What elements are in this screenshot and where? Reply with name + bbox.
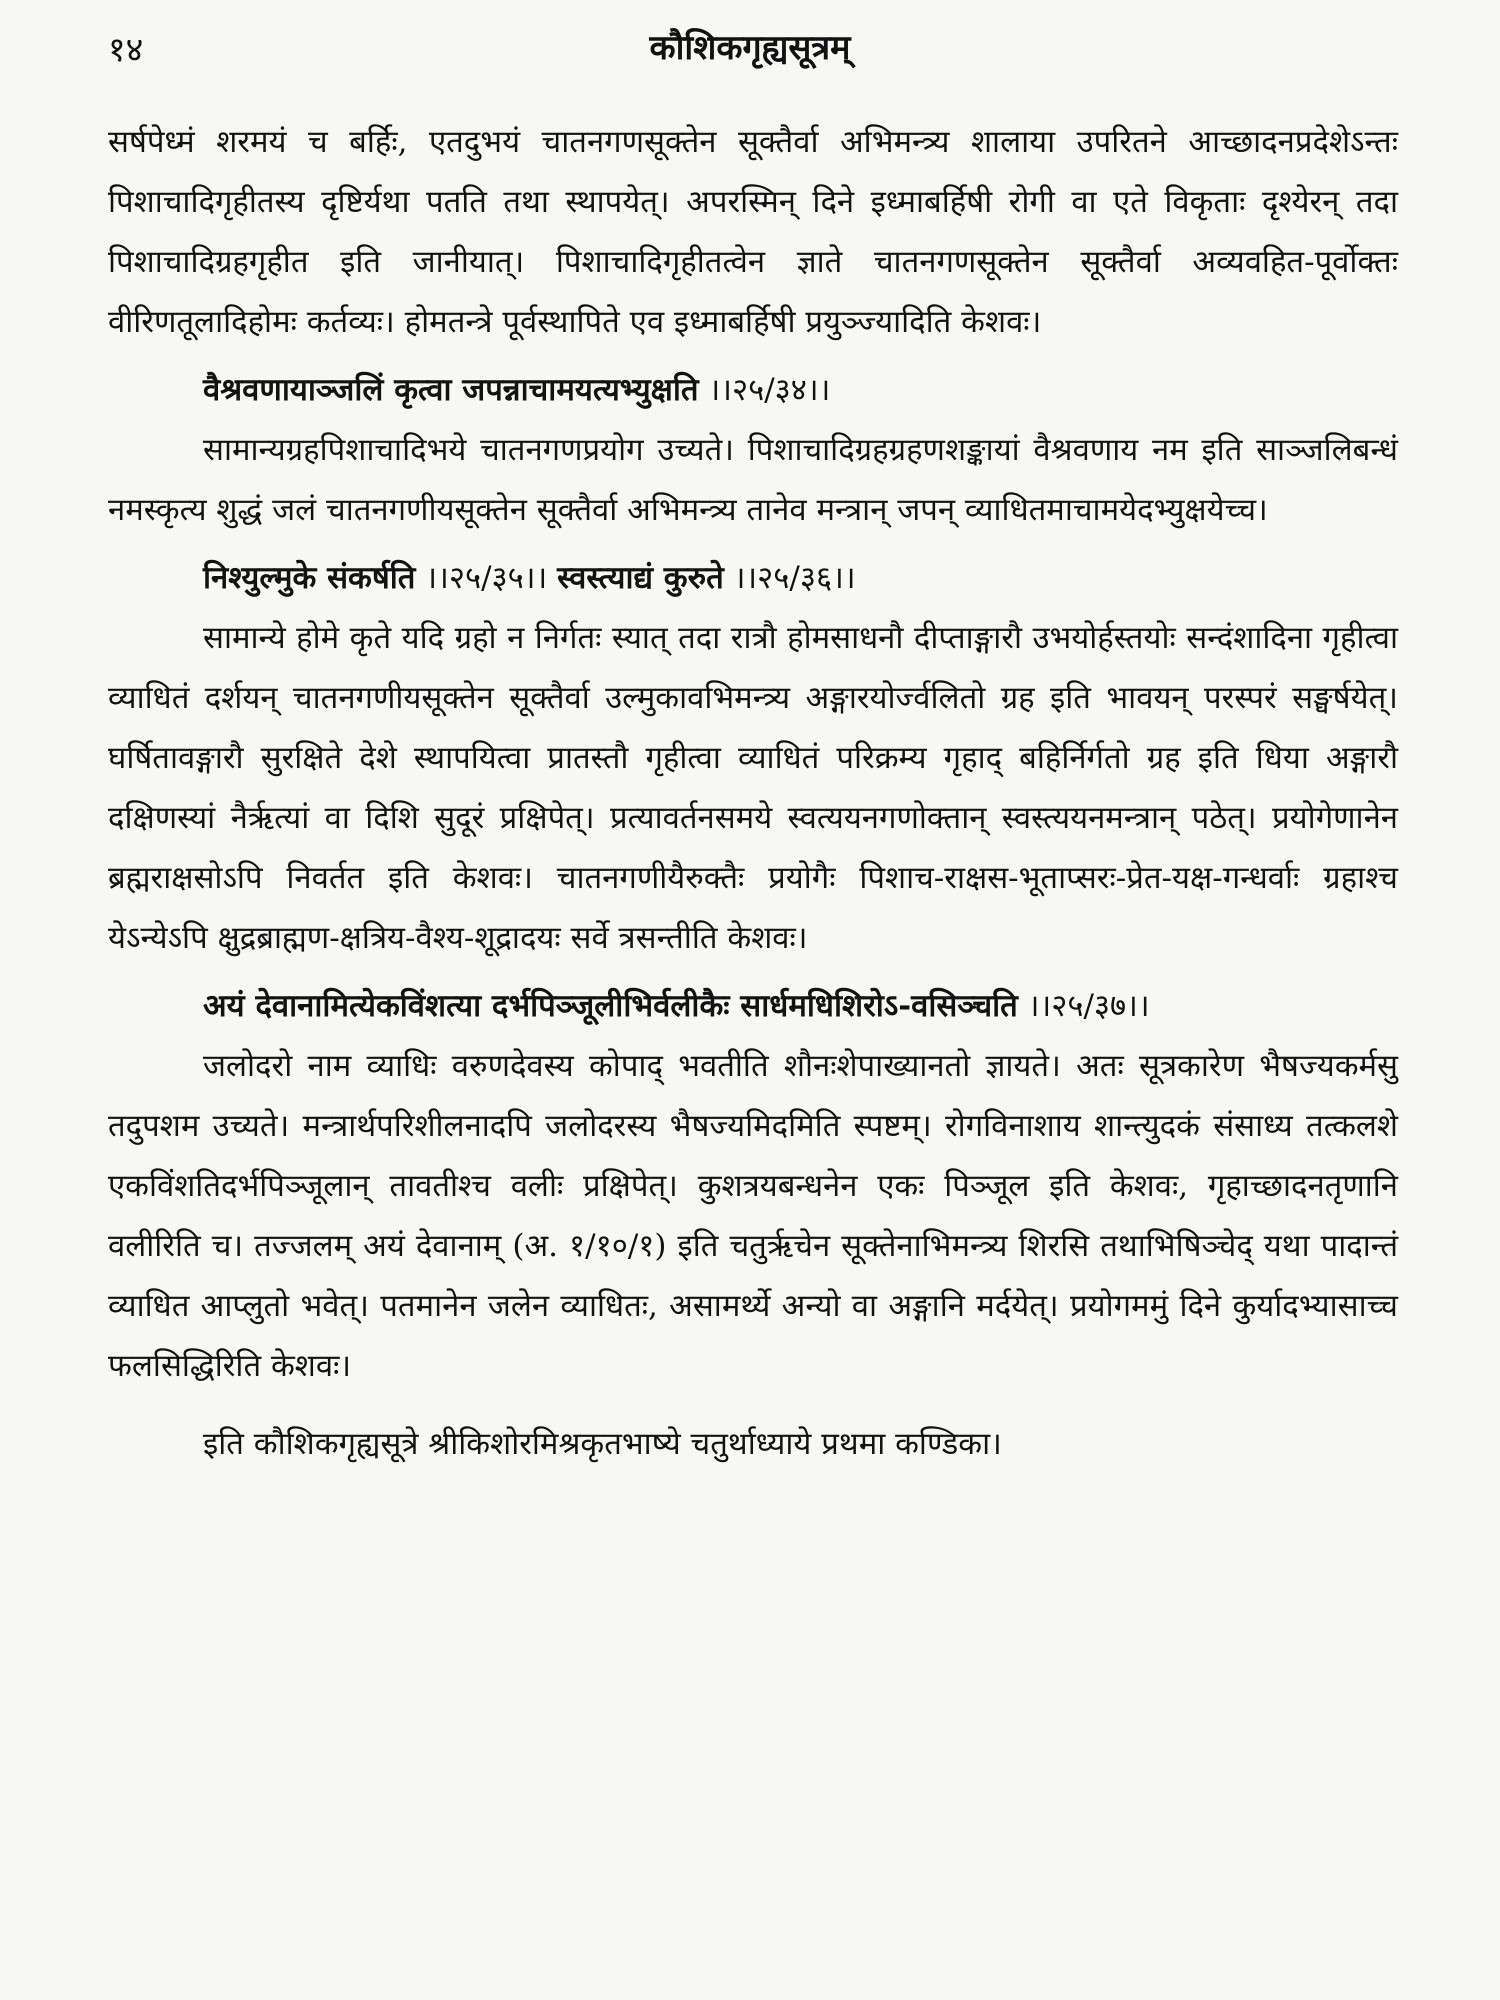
spacer [108,968,1398,976]
running-head-title: कौशिकगृह्यसूत्रम् [649,28,851,68]
commentary-paragraph-2: सामान्यग्रहपिशाचादिभये चातनगणप्रयोग उच्यते। पिशाचादिग्रहग्रहणशङ्कायां वैश्रवणाय नम इति साञ्जलिबन्धं नमस्कृत्य शुद्धं जलं चातनगणीयसूक्तेन सूक्तैर्वा अभिमन्त्र्य तानेव मन्त्रान् जपन् व्याधितमाचामयेदभ्युक्षयेच्च। [108,432,1398,528]
sutra-25-34 [108,360,1398,420]
sutra-number: ।।२५/३५।। [425,560,548,596]
sutra-number: ।।२५/३७।। [1027,988,1150,1024]
commentary-paragraph-1: सर्षपेध्मं शरमयं च बर्हिः, एतदुभयं चातनगणसूक्तेन सूक्तैर्वा अभिमन्त्र्य शालाया उपरितने आच्छादनप्रदेशेऽन्तः पिशाचादिगृहीतस्य दृष्टिर्यथा पतति तथा स्थापयेत्। अपरस्मिन् दिने इध्माबर्हिषी रोगी वा एते विकृताः दृश्येरन् तदा पिशाचादिग्रहगृहीत इति जानीयात्। पिशाचादिगृहीतत्वेन ज्ञाते चातनगणसूक्तेन सूक्तैर्वा अव्यवहित-पूर्वोक्तः वीरिणतूलादिहोमः कर्तव्यः। होमतन्त्रे पूर्वस्थापिते एव इध्माबर्हिषी प्रयुञ्ज्यादिति केशवः। [108,124,1398,340]
sutra-text: स्वस्त्याद्यं कुरुते [557,560,724,596]
commentary-paragraph-3: सामान्ये होमे कृते यदि ग्रहो न निर्गतः स्यात् तदा रात्रौ होमसाधनौ दीप्ताङ्गारौ उभयोर्हस्तयोः सन्दंशादिना गृहीत्वा व्याधितं दर्शयन् चातनगणीयसूक्तेन सूक्तैर्वा उल्मुकावभिमन्त्र्य अङ्गारयोर्ज्वलितो ग्रह इति भावयन् परस्परं सङ्घर्षयेत्। घर्षितावङ्गारौ सुरक्षिते देशे स्थापयित्वा प्रातस्तौ गृहीत्वा व्याधितं परिक्रम्य गृहाद् बहिर्निर्गतो ग्रह इति धिया अङ्गारौ दक्षिणस्यां नैर्ऋत्यां वा दिशि सुदूरं प्रक्षिपेत्। प्रत्यावर्तनसमये स्वत्ययनगणोक्तान् स्वस्त्ययनमन्त्रान् पठेत्। प्रयोगेणानेन ब्रह्मराक्षसोऽपि निवर्तत इति केशवः। चातनगणीयैरुक्तैः प्रयोगैः पिशाच-राक्षस-भूताप्सरः-प्रेत-यक्ष-गन्धर्वाः ग्रहाश्च येऽन्येऽपि क्षुद्रब्राह्मण-क्षत्रिय-वैश्य-शूद्रादयः सर्वे त्रसन्तीति केशवः। [108,620,1398,956]
sutra-number: ।।२५/३६।। [733,560,856,596]
spacer [108,352,1398,360]
sutra-text: निश्युल्मुके संकर्षति [203,560,416,596]
sutra-text: वैश्रवणायाञ्जलिं कृत्वा जपन्नाचामयत्यभ्युक्षति [203,372,699,408]
colophon: इति कौशिकगृह्यसूत्रे श्रीकिशोरमिश्रकृतभाष्ये चतुर्थाध्याये प्रथमा कण्डिका। [203,1426,1002,1462]
sutra-25-37 [108,976,1398,1036]
sutra-text: अयं देवानामित्येकविंशत्या दर्भपिञ्जूलीभिर्वलीकैः सार्धमधिशिरोऽ-वसिञ्चति [203,988,1018,1024]
sutra-number: ।।२५/३४।। [708,372,831,408]
spacer [108,540,1398,548]
sutra-25-35-36 [108,548,1398,608]
page-content [108,112,1398,1474]
page-number: १४ [108,30,144,70]
commentary-paragraph-4: जलोदरो नाम व्याधिः वरुणदेवस्य कोपाद् भवतीति शौनःशेपाख्यानतो ज्ञायते। अतः सूत्रकारेण भैषज्यकर्मसु तदुपशम उच्यते। मन्त्रार्थपरिशीलनादपि जलोदरस्य भैषज्यमिदमिति स्पष्टम्। रोगविनाशाय शान्त्युदकं संसाध्य तत्कलशे एकविंशतिदर्भपिञ्जूलान् तावतीश्च वलीः प्रक्षिपेत्। कुशत्रयबन्धनेन एकः पिञ्जूल इति केशवः, गृहाच्छादनतृणानि वलीरिति च। तज्जलम् अयं देवानाम् (अ. १/१०/१) इति चतुर्ऋचेन सूक्तेनाभिमन्त्र्य शिरसि तथाभिषिञ्चेद् यथा पादान्तं व्याधित आप्लुतो भवेत्। पतमानेन जलेन व्याधितः, असामर्थ्ये अन्यो वा अङ्गानि मर्दयेत्। प्रयोगममुं दिने कुर्यादभ्यासाच्च फलसिद्धिरिति केशवः। [108,1048,1398,1384]
